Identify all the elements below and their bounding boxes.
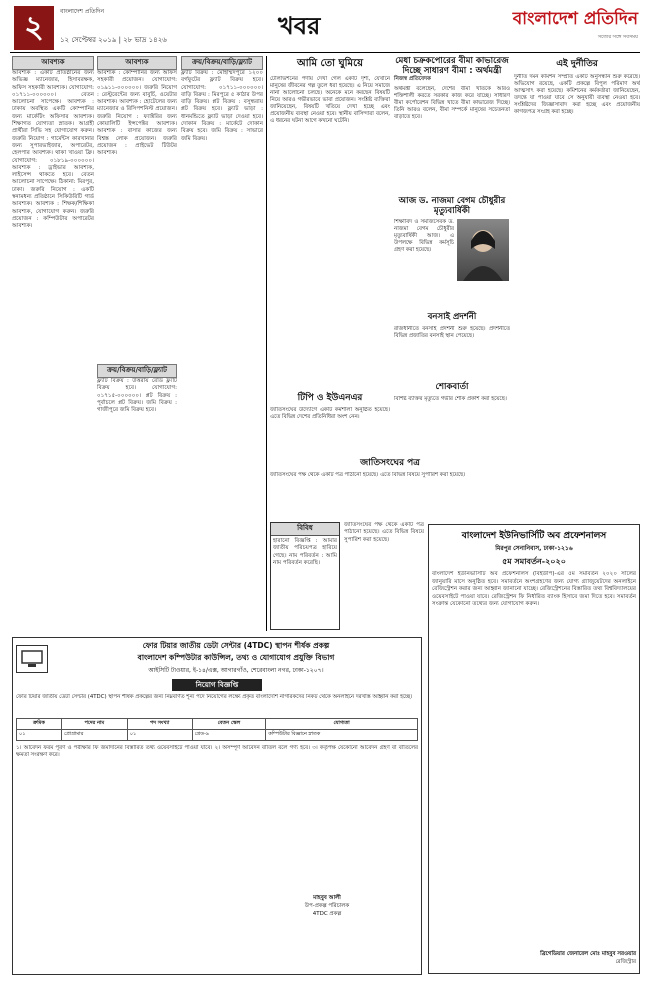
classified-heading: আবশ্যক	[12, 56, 94, 70]
article-8	[270, 455, 510, 532]
table-header: বেতন স্কেল	[192, 719, 266, 730]
bup-notice	[428, 524, 640, 974]
article-title: মেধা চক্রকপোরের বীমা কাভারেজ দিচ্ছে সাধারণ বীমা : অর্থমন্ত্রী	[395, 56, 509, 76]
article-5	[394, 310, 510, 381]
article-title: শোকবার্তা	[435, 382, 469, 392]
table-header: পদ সংখ্যা	[127, 719, 192, 730]
table-row	[17, 730, 418, 741]
logo-tagline: সত্যের সঙ্গে সবসময়	[597, 34, 638, 40]
classified-heading: আবশ্যক	[97, 56, 177, 70]
signer-role: উপ-প্রকল্প পরিচালক	[304, 903, 350, 909]
page-number: ২	[14, 6, 54, 50]
classified-text: আবশ্যক : একটি প্রতিষ্ঠানের জন্য অভিজ্ঞ ম্যানেজার, হিসাবরক্ষক, অফিস সহকারী আবশ্যক। যোগাযোগ: ০১৭১১-০০০০০০। বেতন আলোচনা সাপেক্ষে। আবশ্যক : ঢাকায় অবস্থিত একটি কোম্পানির জন্য মার্কেটিং অফিসার আবশ্যক। শিক্ষাগত যোগ্যতা স্নাতক। আগ্রহী প্রার্থীরা সিভি সহ যোগাযোগ করুন। জরুরি নিয়োগ : গার্মেন্টস কারখানার জন্য সুপারভাইজার, অপারেটর, হেলপার আবশ্যক। থাকা খাওয়া ফ্রি। যোগাযোগ: ০১৮১৯-০০০০০০। আবশ্যক : ড্রাইভার আবশ্যক, লাইসেন্স থাকতে হবে। বেতন আলোচনা সাপেক্ষে। ঠিকানা: মিরপুর, ঢাকা। জরুরি নিয়োগ : একটি স্বনামধন্য প্রতিষ্ঠানে সিকিউরিটি গার্ড আবশ্যক। আবশ্যক : শিক্ষক/শিক্ষিকা আবশ্যক, যোগাযোগ করুন। জরুরি প্রয়োজন : কম্পিউটার অপারেটর আবশ্যক।	[12, 70, 94, 230]
section-title: খবর	[278, 12, 321, 40]
classified-col-1	[12, 56, 94, 645]
classified-text: ফ্ল্যাট বিক্রয় : মোহাম্মদপুরে ১২০০ বর্গফুটের ফ্ল্যাট বিক্রয় হবে। যোগাযোগ: ০১৭১১-০০০০০০। বাড়ি বিক্রয় : মিরপুরে ৫ কাঠার উপর বাড়ি বিক্রয়। প্লট বিক্রয় : বসুন্ধরায় প্লট বিক্রয় হবে। ফ্ল্যাট ভাড়া : ধানমন্ডিতে ফ্ল্যাট ভাড়া দেওয়া হবে। দোকান বিক্রয় : মার্কেটে দোকান বিক্রয় হবে। জমি বিক্রয় : সাভারে জমি বিক্রয়।	[181, 70, 263, 142]
misc-text-2: জাতিসংঘের পক্ষ থেকে একটি পত্র পাঠানো হয়েছে। এতে বিভিন্ন বিষয়ে সুপারিশ করা হয়েছে।	[344, 522, 424, 543]
article-title: আমি তো ঘুমিয়ে	[296, 58, 363, 69]
portrait-photo	[457, 219, 509, 281]
notice-convocation: ৫ম সমাবর্তন-২০২০	[502, 557, 566, 566]
article-title: এই দুর্নীতির	[556, 59, 598, 69]
header-rule	[10, 52, 640, 53]
notice-title-line-3: আইসিটি টাওয়ার, ই-১৪/এক্স, আগারগাঁও, শেরেবাংলা নগর, ঢাকা-১২০৭।	[148, 667, 324, 674]
article-body: দুর্নীতি দমন কমিশন সম্প্রতি একটি অনুসন্ধান শুরু করেছে। অভিযোগ রয়েছে, একটি প্রকল্পে বিপুল পরিমাণ অর্থ আত্মসাৎ করা হয়েছে। কমিশনের কর্মকর্তারা জানিয়েছেন, তদন্তে যা পাওয়া যাবে সে অনুযায়ী ব্যবস্থা নেওয়া হবে। সংশ্লিষ্টদের জিজ্ঞাসাবাদ করা হচ্ছে এবং প্রয়োজনীয় কাগজপত্র সংগ্রহ করা হচ্ছে।	[514, 74, 640, 115]
classified-text: ফ্ল্যাট বিক্রয় : উত্তরায় রেডি ফ্ল্যাট বিক্রয় হবে। যোগাযোগ: ০১৭১৫-০০০০০০। প্লট বিক্রয় : পূর্বাচলে প্লট বিক্রয়। জমি বিক্রয় : গাজীপুরে জমি বিক্রয় হবে।	[97, 378, 177, 414]
date-line: ১২ সেপ্টেম্বর ২০১৯ | ২৮ ভাদ্র ১৪২৬	[60, 36, 167, 44]
article-2	[394, 56, 510, 186]
article-body: রাজধানীতে বনসাই প্রদর্শনী শুরু হয়েছে। প্রদর্শনীতে বিভিন্ন প্রজাতির বনসাই স্থান পেয়েছে।	[394, 326, 510, 339]
article-3	[514, 56, 640, 594]
classified-col-2	[97, 56, 177, 643]
notice-terms: ১। আবেদন ফরম পূরণ ও পরীক্ষার ফি জমাদানের বিস্তারিত তথ্য ওয়েবসাইটে পাওয়া যাবে। ২। অসম্পূর্ণ আবেদন বাতিল বলে গণ্য হবে। ৩। কর্তৃপক্ষ যেকোনো আবেদন গ্রহণ বা বাতিলের ক্ষমতা সংরক্ষণ করে।	[16, 745, 418, 758]
notice-title-line-2: বাংলাদেশ কম্পিউটার কাউন্সিল, তথ্য ও যোগাযোগ প্রযুক্তি বিভাগ	[137, 653, 335, 662]
article-4	[394, 196, 510, 319]
notice-title-line-1: ফোর টিয়ার জাতীয় ডেটা সেন্টার (4TDC) স্থাপন শীর্ষক প্রকল্প	[142, 641, 330, 650]
notice-body: বাংলাদেশ ইউনিভার্সিটি অব প্রফেশনালস (বিইউপি)-এর ৫ম সমাবর্তন ২০২০ সালের জানুয়ারি মাসে অনুষ্ঠিত হবে। সমাবর্তনে অংশগ্রহণের জন্য যোগ্য গ্র্যাজুয়েটদের অনলাইনে রেজিস্ট্রেশন করার জন্য আহ্বান জানানো যাচ্ছে। রেজিস্ট্রেশনের বিস্তারিত তথ্য বিশ্ববিদ্যালয়ের ওয়েবসাইটে পাওয়া যাবে। রেজিস্ট্রেশন ফি নির্ধারিত ব্যাংক হিসাবে জমা দিতে হবে। সমাবর্তন সংক্রান্ত যেকোনো তথ্যের জন্য যোগাযোগ করুন।	[432, 571, 636, 608]
article-title: আজ ড. নাজমা বেগম চৌধুরীর মৃত্যুবার্ষিকী	[398, 196, 506, 216]
table-cell: গ্রেড-৯	[192, 730, 266, 741]
notice-subtitle: মিরপুর সেনানিবাস, ঢাকা-১২১৬	[495, 545, 573, 552]
table-header: পদের নাম	[61, 719, 127, 730]
table-header: ক্রমিক	[17, 719, 62, 730]
misc-text: হারানো বিজ্ঞপ্তি : আমার জাতীয় পরিচয়পত্র হারিয়ে গেছে। নাম পরিবর্তন : আমি নাম পরিবর্তন করেছি।	[273, 538, 337, 566]
article-1	[270, 56, 390, 406]
notice-intro: ফোর টিয়ার জাতীয় ডেটা সেন্টার (4TDC) স্থাপন শীর্ষক প্রকল্পের জন্য নিম্নবর্ণিত শূন্য পদে নিয়োগের লক্ষ্যে প্রকৃত বাংলাদেশি নাগরিকদের নিকট থেকে অনলাইনে দরখাস্ত আহ্বান করা হচ্ছে।	[16, 694, 413, 700]
article-body: জাতিসংঘের পক্ষ থেকে একটি পত্র পাঠানো হয়েছে। এতে বিভিন্ন বিষয়ে সুপারিশ করা হয়েছে।	[270, 472, 466, 478]
article-byline: নিজস্ব প্রতিবেদক	[394, 76, 431, 82]
logo-text: বাংলাদেশ প্রতিদিন	[512, 9, 638, 29]
header-top-note: বাংলাদেশ প্রতিদিন	[60, 8, 105, 15]
notice-heading: নিয়োগ বিজ্ঞপ্তি	[172, 679, 262, 691]
misc-heading: বিবিধ	[271, 523, 339, 536]
article-title: টিপি ও ইউএনএর	[297, 393, 363, 403]
article-title: বনসাই প্রদর্শনী	[427, 312, 477, 322]
table-cell: ০১	[127, 730, 192, 741]
classified-heading: ক্রয়/বিক্রয়/বাড়ি/ফ্ল্যাট	[97, 364, 177, 378]
classified-heading: ক্রয়/বিক্রয়/বাড়ি/ফ্ল্যাট	[181, 56, 263, 70]
table-header-row	[17, 719, 418, 730]
table-cell: প্রোগ্রামার	[61, 730, 127, 741]
notice-signature-role: রেজিস্ট্রার	[615, 959, 636, 965]
notice-title: বাংলাদেশ ইউনিভার্সিটি অব প্রফেশনালস	[461, 531, 607, 541]
vacancy-table	[16, 718, 418, 741]
column-rule	[266, 56, 267, 631]
signer-org: 4TDC প্রকল্প	[312, 911, 342, 917]
bcc-logo-icon	[16, 645, 48, 673]
article-body: জাতিসংঘের উদ্যোগে একটি কর্মশালা অনুষ্ঠিত হয়েছে। এতে বিভিন্ন দেশের প্রতিনিধিরা অংশ নেন।	[270, 407, 390, 420]
article-body: শিক্ষাবিদ ও সমাজসেবক ড. নাজমা বেগম চৌধুরীর মৃত্যুবার্ষিকী আজ। এ উপলক্ষে বিভিন্ন কর্মসূচি গ্রহণ করা হয়েছে।	[394, 219, 454, 253]
recruitment-notice	[12, 637, 422, 975]
table-cell: কম্পিউটার বিজ্ঞানে স্নাতক	[266, 730, 418, 741]
classified-col-3	[181, 56, 263, 640]
article-body: টেলিভিশনের পর্দায় দেখা গেল একটি দৃশ্য, যেখানে মানুষের জীবনের গল্প তুলে ধরা হয়েছে। এ নিয়ে সমাজে নানা আলোচনা চলছে। অনেকে মনে করছেন বিষয়টি নিয়ে আরও গভীরভাবে ভাবা প্রয়োজন। সংশ্লিষ্ট ব্যক্তিরা জানিয়েছেন, বিষয়টি খতিয়ে দেখা হচ্ছে এবং প্রয়োজনীয় ব্যবস্থা নেওয়া হবে। স্থানীয় বাসিন্দারা বলেন, এ ধরনের ঘটনা আগে কখনো ঘটেনি।	[270, 76, 390, 124]
newspaper-logo	[498, 6, 638, 48]
classified-text: আবশ্যক : কোম্পানির জন্য অফিস সহকারী প্রয়োজন। যোগাযোগ: ০১৯১১-০০০০০০। জরুরি নিয়োগ : রেস্টুরেন্টের জন্য বাবুর্চি, ওয়েটার আবশ্যক। আবশ্যক : হোটেলের জন্য ম্যানেজার ও রিসিপশনিস্ট প্রয়োজন। জরুরি নিয়োগ : ফ্যাক্টরির জন্য কোয়ালিটি ইন্সপেক্টর আবশ্যক। আবশ্যক : বাসার কাজের জন্য বিশ্বস্ত লোক প্রয়োজন। জরুরি প্রয়োজন : প্রাইভেট টিউটর আবশ্যক।	[97, 70, 177, 157]
notice-signature: ব্রিগেডিয়ার জেনারেল মোঃ মাহবুব সরওয়ার	[540, 951, 636, 957]
table-header: যোগ্যতা	[266, 719, 418, 730]
article-title: জাতিসংঘের পত্র	[360, 458, 420, 468]
article-body: অর্থমন্ত্রী বলেছেন, দেশের বীমা খাতকে আরও শক্তিশালী করতে সরকার কাজ করে যাচ্ছে। সাধারণ বীমা কর্পোরেশন বিভিন্ন খাতে বীমা কাভারেজ দিচ্ছে। তিনি আরও বলেন, বীমা সম্পর্কে মানুষের সচেতনতা বাড়াতে হবে।	[394, 86, 510, 120]
table-cell: ০১	[17, 730, 62, 741]
misc-box	[270, 522, 340, 630]
misc-column	[344, 522, 424, 630]
signer-name: মাহবুব আলী	[313, 895, 341, 901]
article-7	[270, 390, 390, 462]
article-body: বিশিষ্ট ব্যক্তির মৃত্যুতে গভীর শোক প্রকাশ করা হয়েছে।	[394, 396, 507, 402]
